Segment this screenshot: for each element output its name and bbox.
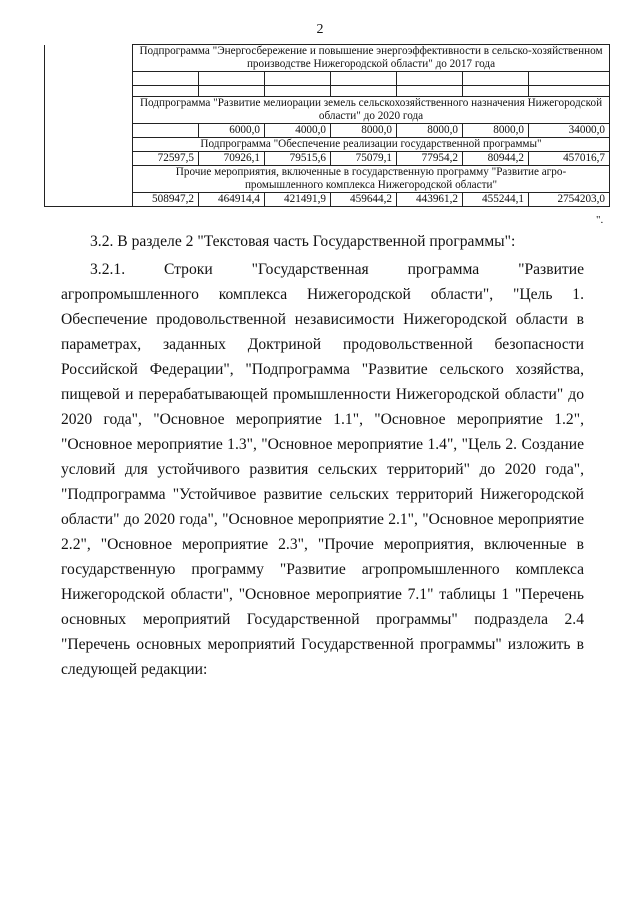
table-cell <box>397 72 463 86</box>
table-cell: 459644,2 <box>331 193 397 207</box>
table-cell: 443961,2 <box>397 193 463 207</box>
table-cell <box>463 72 529 86</box>
table-cell <box>199 72 265 86</box>
table-cell: 455244,1 <box>463 193 529 207</box>
table-cell: 77954,2 <box>397 152 463 166</box>
subprogram-title: Подпрограмма "Энергосбережение и повышение энергоэффективности в сельско-хозяйственном производстве Нижегородской области" до 2017 года <box>133 45 610 72</box>
subprogram-title: Прочие мероприятия, включенные в государственную программу "Развитие агро-промышленного комплекса Нижегородской области" <box>133 166 610 193</box>
table-cell <box>529 72 610 86</box>
table-cell <box>331 72 397 86</box>
table-cell: 75079,1 <box>331 152 397 166</box>
page-number: 2 <box>316 22 324 37</box>
table-cell: 79515,6 <box>265 152 331 166</box>
body-paragraph-text: 3.2.1. Строки "Государственная программа "Развитие агропромышленного комплекса Нижегородской области", "Цель 1. Обеспечение продовольственной независимости Нижегородской области в параметрах, заданных Доктриной продовольственной безопасности Российской Федерации", "Подпрограмма "Развитие сельского хозяйства, пищевой и перерабатывающей промышленности Нижегородской области" до 2020 года", "Основное мероприятие 1.1", "Основное мероприятие 1.2", "Основное мероприятие 1.3", "Основное мероприятие 1.4", "Цель 2. Создание условий для устойчивого развития сельских территорий" до 2020 года", "Подпрограмма "Устойчивое развитие сельских территорий Нижегородской области" до 2020 года", "Основное мероприятие 2.1", "Основное мероприятие 2.2", "Основное мероприятие 2.3", "Прочие мероприятия, включенные в государственную программу "Развитие агропромышленного комплекса Нижегородской области", "Основное мероприятие 7.1" таблицы 1 "Перечень основных мероприятий Государственной программы" подраздела 2.4 "Перечень основных мероприятий Государственной программы" изложить в следующей редакции: <box>61 261 584 678</box>
table-cell: 2754203,0 <box>529 193 610 207</box>
table-cell: 80944,2 <box>463 152 529 166</box>
subprogram-title: Подпрограмма "Обеспечение реализации государственной программы" <box>133 138 610 152</box>
table-cell <box>133 124 199 138</box>
section-heading-text: 3.2. В разделе 2 "Текстовая часть Государственной программы": <box>90 233 516 250</box>
body-paragraph <box>61 257 584 682</box>
subprogram-title: Подпрограмма "Развитие мелиорации земель сельскохозяйственного назначения Нижегородской области" до 2020 года <box>133 97 610 124</box>
table-first-column <box>45 45 133 207</box>
section-heading <box>61 229 584 254</box>
table-cell <box>133 72 199 86</box>
budget-table <box>44 44 610 207</box>
table-cell: 8000,0 <box>331 124 397 138</box>
closing-quote: ". <box>596 214 604 226</box>
table-cell: 8000,0 <box>397 124 463 138</box>
table-cell: 34000,0 <box>529 124 610 138</box>
table-cell: 8000,0 <box>463 124 529 138</box>
table-cell: 508947,2 <box>133 193 199 207</box>
table-cell: 72597,5 <box>133 152 199 166</box>
table-cell: 421491,9 <box>265 193 331 207</box>
table-cell <box>265 72 331 86</box>
table-cell: 70926,1 <box>199 152 265 166</box>
table-row-title <box>45 45 610 72</box>
table-cell: 4000,0 <box>265 124 331 138</box>
table-cell: 457016,7 <box>529 152 610 166</box>
table-cell: 6000,0 <box>199 124 265 138</box>
table-cell: 464914,4 <box>199 193 265 207</box>
